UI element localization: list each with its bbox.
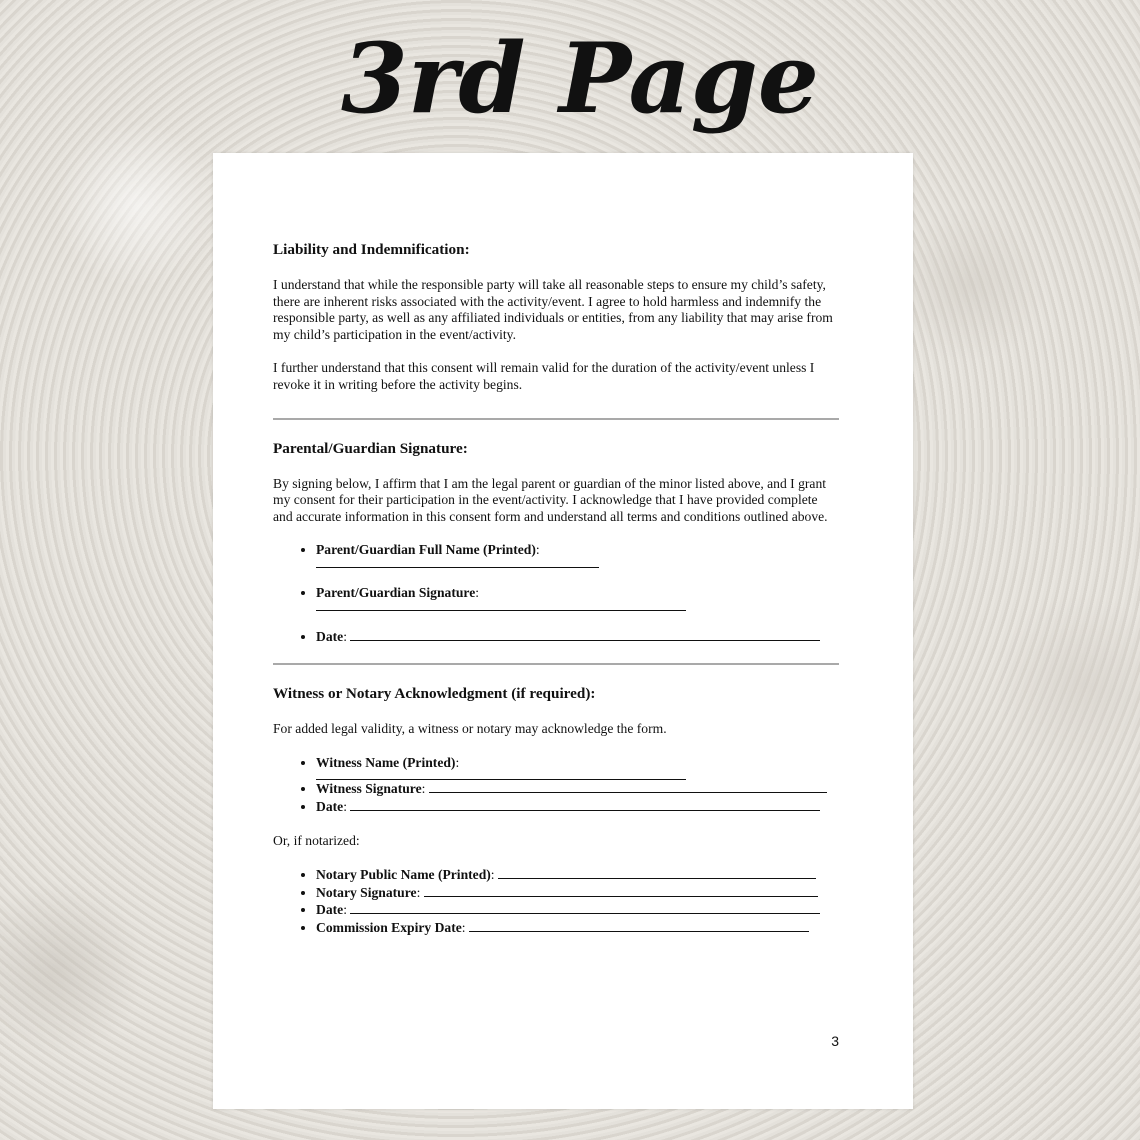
witness-signature-line[interactable]: [429, 780, 827, 793]
witness-heading: Witness or Notary Acknowledgment (if required):: [273, 685, 596, 703]
liability-paragraph-1: I understand that while the responsible party will take all reasonable steps to ensure my child’s safety, there are inherent risks associated with the activity/event. I agree to hold harmless and indemnify the responsible party, as well as any affiliated individuals or entities, from any liability that may arise from my child’s participation in the event/activity.: [273, 277, 833, 342]
list-item: • Witness Signature:: [316, 780, 839, 798]
liability-paragraph-2: I further understand that this consent will remain valid for the duration of the activity/event unless I revoke it in writing before the activity begins.: [273, 360, 815, 392]
page-heading-text: 3rd Page: [341, 22, 819, 135]
witness-paragraph: For added legal validity, a witness or notary may acknowledge the form.: [273, 721, 667, 737]
field-label: Commission Expiry Date: [316, 919, 462, 935]
parental-paragraph: By signing below, I affirm that I am the legal parent or guardian of the minor listed above, and I grant my consent for their participation in the event/activity. I acknowledge that I have provided complete and accurate information in this consent form and understand all terms and conditions outlined above.: [273, 475, 828, 524]
field-label: Notary Signature: [316, 884, 417, 900]
section-divider: [273, 418, 839, 420]
document-content: [273, 241, 839, 953]
notary-name-line[interactable]: [498, 866, 816, 879]
field-label: Parent/Guardian Full Name (Printed): [316, 542, 536, 558]
notary-intro: Or, if notarized:: [273, 832, 360, 848]
list-item: • Witness Name (Printed):: [316, 755, 839, 781]
field-label: Date: [316, 902, 344, 918]
commission-expiry-line[interactable]: [469, 919, 809, 932]
page-heading: [0, 12, 1140, 152]
field-label: Witness Name (Printed): [316, 754, 456, 770]
field-label: Parent/Guardian Signature: [316, 584, 476, 600]
printed-name-line[interactable]: [316, 559, 599, 568]
date-line[interactable]: [350, 628, 820, 641]
list-item: • Date:: [316, 628, 839, 646]
notary-date-line[interactable]: [350, 901, 820, 914]
witness-name-line[interactable]: [316, 771, 686, 780]
list-item: • Notary Public Name (Printed):: [316, 866, 839, 884]
page-number: 3: [831, 1033, 839, 1049]
field-label: Date: [316, 798, 344, 814]
witness-fields: [273, 755, 839, 816]
field-label: Witness Signature: [316, 781, 422, 797]
section-divider: [273, 663, 839, 665]
document-page: [213, 153, 913, 1109]
witness-date-line[interactable]: [350, 798, 820, 811]
field-label: Date: [316, 628, 344, 644]
parental-heading: Parental/Guardian Signature:: [273, 439, 468, 457]
parental-signature-fields: [273, 542, 839, 645]
signature-line[interactable]: [316, 602, 686, 611]
list-item: • Parent/Guardian Full Name (Printed):: [316, 542, 839, 568]
list-item: • Commission Expiry Date:: [316, 919, 839, 937]
notary-fields: [273, 866, 839, 936]
notary-signature-line[interactable]: [424, 884, 818, 897]
list-item: • Notary Signature:: [316, 884, 839, 902]
list-item: • Date:: [316, 798, 839, 816]
list-item: • Date:: [316, 901, 839, 919]
liability-heading: Liability and Indemnification:: [273, 241, 470, 258]
list-item: • Parent/Guardian Signature:: [316, 585, 839, 611]
field-label: Notary Public Name (Printed): [316, 867, 491, 883]
